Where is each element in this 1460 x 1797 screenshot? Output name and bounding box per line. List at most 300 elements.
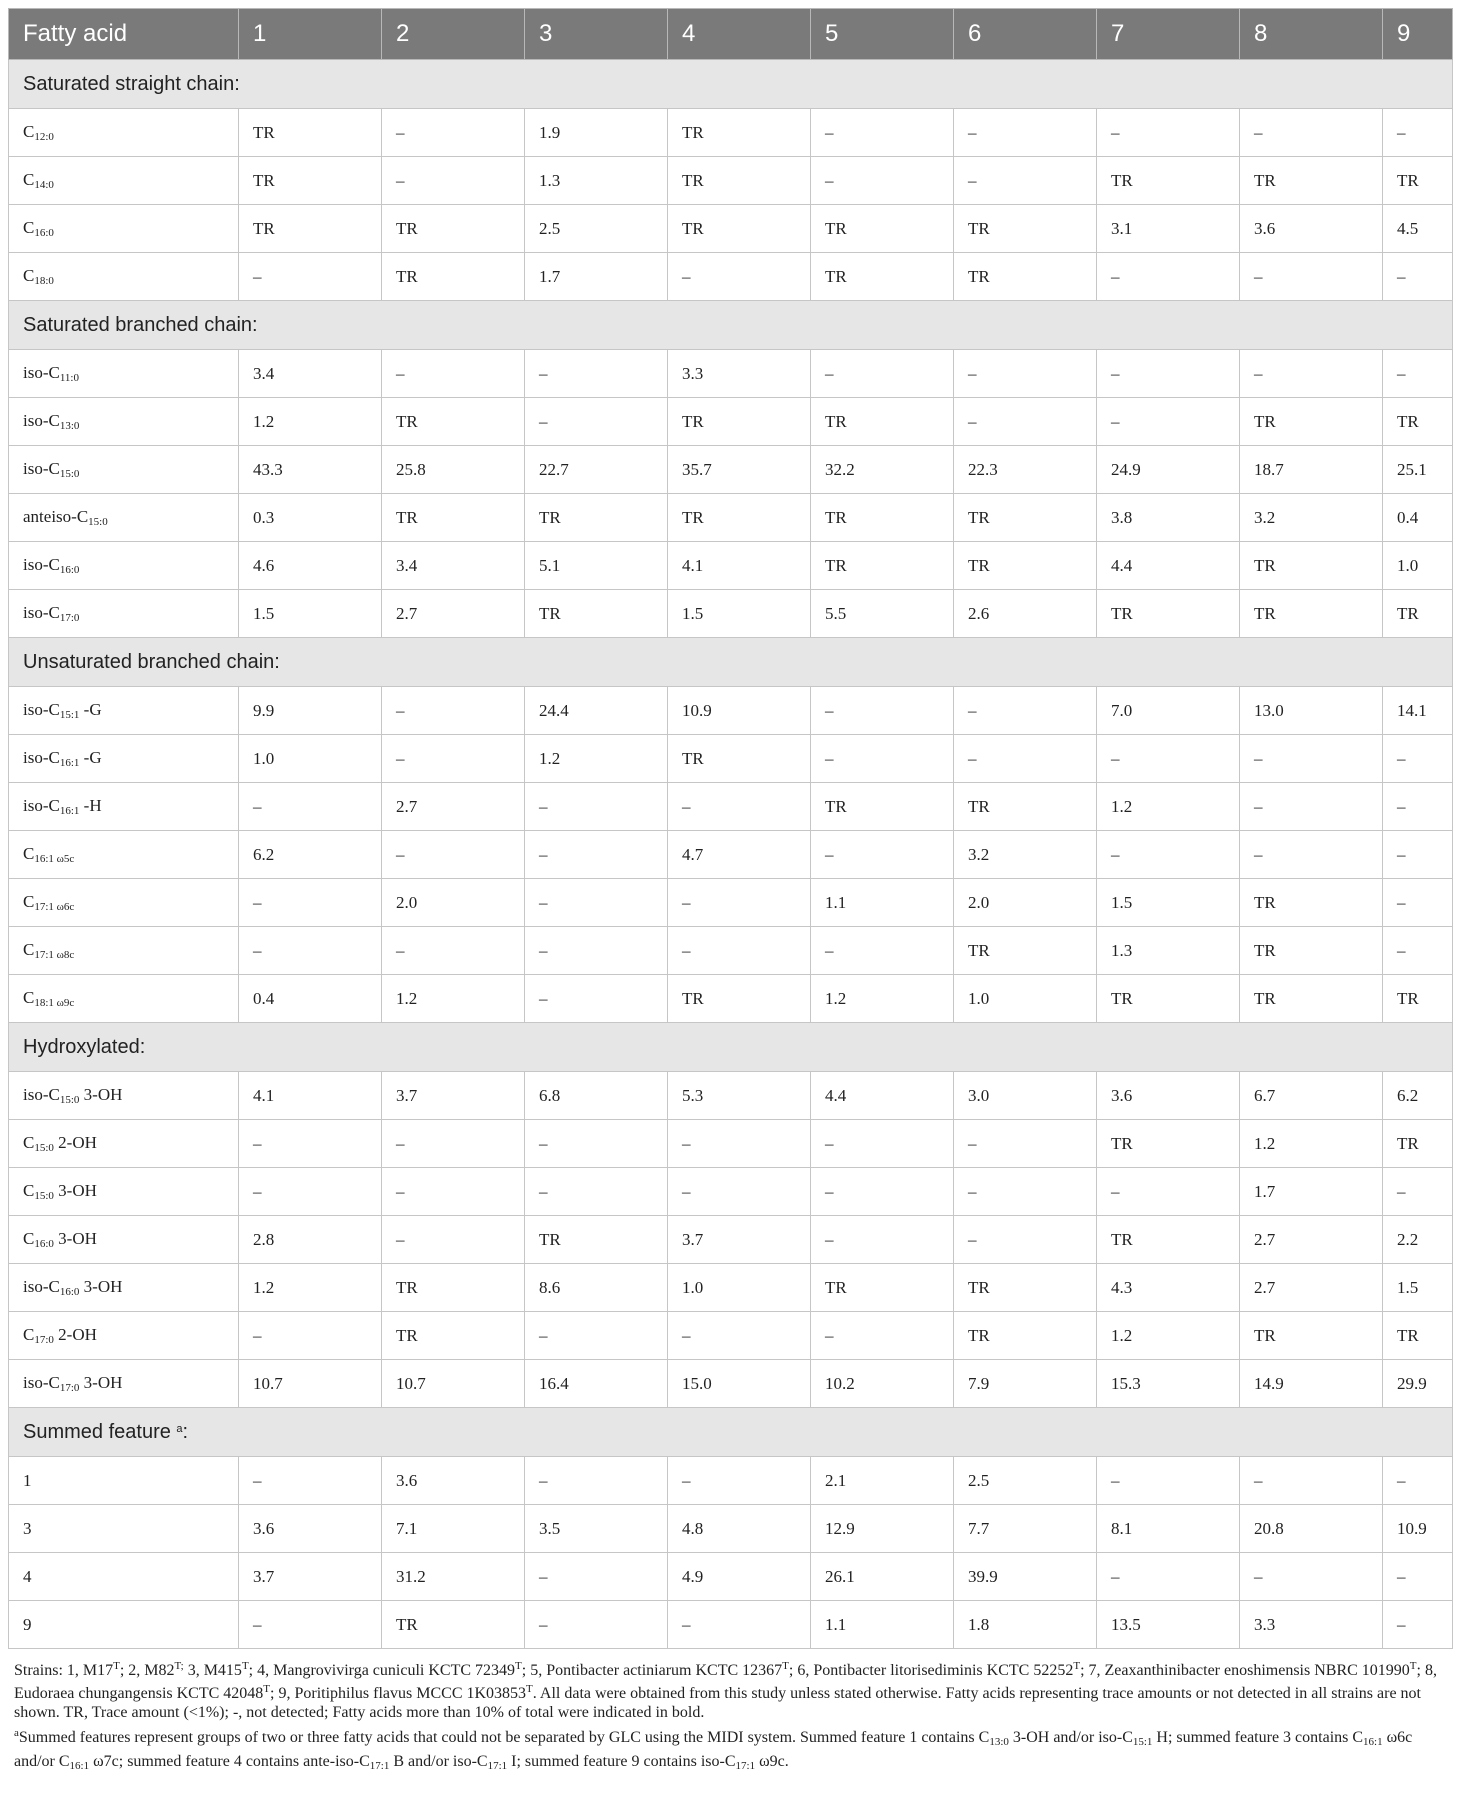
section-title-text: Saturated straight chain: [23, 72, 240, 95]
value-cell-strain-4: – [668, 1457, 811, 1505]
value-cell-strain-5: TR [811, 494, 954, 542]
fatty-acid-name [9, 1264, 239, 1312]
fatty-acid-name [9, 398, 239, 446]
value-cell-strain-4: – [668, 253, 811, 301]
value-cell-strain-7: 1.2 [1097, 783, 1240, 831]
value-cell-strain-4: TR [668, 205, 811, 253]
value-cell-strain-9: TR [1383, 1312, 1453, 1360]
value-cell-strain-9: – [1383, 735, 1453, 783]
value-cell-strain-8: TR [1240, 590, 1383, 638]
fatty-acid-name [9, 1312, 239, 1360]
footnote-segment: T; [174, 1660, 184, 1672]
value-cell-strain-4: TR [668, 735, 811, 783]
value-cell-strain-7: – [1097, 398, 1240, 446]
value-cell-strain-6: TR [954, 253, 1097, 301]
value-cell-strain-5: 4.4 [811, 1072, 954, 1120]
value-cell-strain-4: 1.5 [668, 590, 811, 638]
fatty-acid-subscript: 15:0 [34, 1142, 54, 1154]
header-strain-5: 5 [811, 9, 954, 60]
header-strain-7: 7 [1097, 9, 1240, 60]
footnote-segment: ω7c; summed feature 4 contains ante-iso-C [89, 1753, 370, 1770]
fatty-acid-name [9, 735, 239, 783]
value-cell-strain-2: – [382, 927, 525, 975]
section-title-footnote-mark: a [176, 1422, 183, 1435]
fatty-acid-subscript: 18:1 ω9c [34, 997, 75, 1009]
value-cell-strain-4: 3.3 [668, 350, 811, 398]
value-cell-strain-4: – [668, 1601, 811, 1649]
value-cell-strain-5: – [811, 109, 954, 157]
fatty-acid-subscript: 17:0 [59, 612, 80, 624]
value-cell-strain-7: 3.1 [1097, 205, 1240, 253]
value-cell-strain-2: 2.7 [382, 590, 525, 638]
value-cell-strain-3: – [525, 783, 668, 831]
footnote-segment: 3, M415 [183, 1662, 242, 1679]
value-cell-strain-3: 22.7 [525, 446, 668, 494]
value-cell-strain-4: 4.9 [668, 1553, 811, 1601]
value-cell-strain-5: 1.1 [811, 1601, 954, 1649]
fatty-acid-name [9, 1120, 239, 1168]
value-cell-strain-6: – [954, 109, 1097, 157]
value-cell-strain-3: – [525, 1601, 668, 1649]
value-cell-strain-7: – [1097, 735, 1240, 783]
value-cell-strain-2: – [382, 157, 525, 205]
table-row [9, 1312, 1453, 1360]
value-cell-strain-3: 1.2 [525, 735, 668, 783]
section-row [9, 1023, 1453, 1072]
header-strain-4: 4 [668, 9, 811, 60]
value-cell-strain-7: TR [1097, 1120, 1240, 1168]
value-cell-strain-2: TR [382, 1264, 525, 1312]
value-cell-strain-4: TR [668, 157, 811, 205]
fatty-acid-prefix: 9 [23, 1614, 32, 1634]
value-cell-strain-7: 24.9 [1097, 446, 1240, 494]
value-cell-strain-7: 1.5 [1097, 879, 1240, 927]
value-cell-strain-3: 24.4 [525, 687, 668, 735]
value-cell-strain-9: 29.9 [1383, 1360, 1453, 1408]
value-cell-strain-3: 5.1 [525, 542, 668, 590]
fatty-acid-prefix: C [23, 892, 35, 911]
footnote-segment: ; 8, Eudoraea chungangensis KCTC 42048 [14, 1662, 1437, 1702]
value-cell-strain-3: – [525, 1457, 668, 1505]
value-cell-strain-9: TR [1383, 157, 1453, 205]
value-cell-strain-4: TR [668, 494, 811, 542]
value-cell-strain-9: 4.5 [1383, 205, 1453, 253]
fatty-acid-subscript: 17:0 [34, 1334, 54, 1346]
value-cell-strain-8: – [1240, 735, 1383, 783]
value-cell-strain-8: 1.7 [1240, 1168, 1383, 1216]
fatty-acid-prefix: iso-C [23, 411, 60, 430]
value-cell-strain-7: 1.2 [1097, 1312, 1240, 1360]
fatty-acid-name [9, 157, 239, 205]
fatty-acid-name [9, 927, 239, 975]
table-row [9, 157, 1453, 205]
value-cell-strain-1: 10.7 [239, 1360, 382, 1408]
value-cell-strain-1: – [239, 927, 382, 975]
fatty-acid-suffix: 3-OH [53, 1181, 97, 1200]
footnote-segment: 15:1 [1132, 1736, 1153, 1748]
fatty-acid-table [8, 8, 1453, 1649]
footnote-segment: H; summed feature 3 contains C [1152, 1729, 1364, 1746]
value-cell-strain-9: 14.1 [1383, 687, 1453, 735]
value-cell-strain-1: – [239, 1312, 382, 1360]
value-cell-strain-8: TR [1240, 927, 1383, 975]
fatty-acid-prefix: C [23, 988, 35, 1007]
fatty-acid-subscript: 16:0 [34, 227, 54, 239]
section-row [9, 60, 1453, 109]
fatty-acid-name [9, 253, 239, 301]
value-cell-strain-6: 1.8 [954, 1601, 1097, 1649]
table-row [9, 1168, 1453, 1216]
table-row [9, 350, 1453, 398]
value-cell-strain-2: – [382, 831, 525, 879]
header-fatty-acid: Fatty acid [9, 9, 239, 60]
value-cell-strain-8: TR [1240, 542, 1383, 590]
value-cell-strain-3: – [525, 1553, 668, 1601]
fatty-acid-subscript: 13:0 [59, 420, 80, 432]
fatty-acid-name [9, 879, 239, 927]
value-cell-strain-5: – [811, 1168, 954, 1216]
value-cell-strain-3: TR [525, 494, 668, 542]
value-cell-strain-3: – [525, 831, 668, 879]
value-cell-strain-2: 1.2 [382, 975, 525, 1023]
fatty-acid-prefix: iso-C [23, 555, 60, 574]
value-cell-strain-5: TR [811, 253, 954, 301]
value-cell-strain-2: – [382, 735, 525, 783]
fatty-acid-prefix: iso-C [23, 603, 60, 622]
value-cell-strain-8: 20.8 [1240, 1505, 1383, 1553]
value-cell-strain-3: – [525, 1312, 668, 1360]
fatty-acid-subscript: 14:0 [34, 179, 54, 191]
value-cell-strain-6: TR [954, 1312, 1097, 1360]
value-cell-strain-6: TR [954, 542, 1097, 590]
value-cell-strain-3: 16.4 [525, 1360, 668, 1408]
fatty-acid-name [9, 350, 239, 398]
value-cell-strain-6: – [954, 157, 1097, 205]
value-cell-strain-7: 7.0 [1097, 687, 1240, 735]
value-cell-strain-6: TR [954, 205, 1097, 253]
value-cell-strain-9: 1.5 [1383, 1264, 1453, 1312]
fatty-acid-suffix: -G [79, 700, 102, 719]
fatty-acid-subscript: 16:0 [34, 1238, 54, 1250]
value-cell-strain-5: – [811, 1312, 954, 1360]
table-row [9, 446, 1453, 494]
value-cell-strain-3: 1.7 [525, 253, 668, 301]
value-cell-strain-2: – [382, 687, 525, 735]
value-cell-strain-8: – [1240, 109, 1383, 157]
value-cell-strain-1: 1.2 [239, 1264, 382, 1312]
value-cell-strain-5: – [811, 1216, 954, 1264]
value-cell-strain-2: 2.0 [382, 879, 525, 927]
table-row [9, 1553, 1453, 1601]
table-row [9, 687, 1453, 735]
value-cell-strain-9: 25.1 [1383, 446, 1453, 494]
footnote-segment: B and/or iso-C [389, 1753, 488, 1770]
value-cell-strain-4: – [668, 879, 811, 927]
value-cell-strain-7: TR [1097, 157, 1240, 205]
value-cell-strain-3: – [525, 975, 668, 1023]
table-row [9, 735, 1453, 783]
value-cell-strain-5: 32.2 [811, 446, 954, 494]
footnote-segment: Summed features represent groups of two or three fatty acids that could not be separated by GLC using the MIDI system. Summed feature 1 contains C [18, 1729, 990, 1746]
fatty-acid-subscript: 17:0 [59, 1382, 80, 1394]
value-cell-strain-4: 5.3 [668, 1072, 811, 1120]
fatty-acid-prefix: C [23, 266, 35, 285]
table-row [9, 398, 1453, 446]
value-cell-strain-3: 6.8 [525, 1072, 668, 1120]
value-cell-strain-5: TR [811, 1264, 954, 1312]
fatty-acid-name [9, 1360, 239, 1408]
value-cell-strain-8: 14.9 [1240, 1360, 1383, 1408]
footnote-segment: ; 9, Poritiphilus flavus MCCC 1K03853 [270, 1685, 527, 1702]
value-cell-strain-8: 2.7 [1240, 1216, 1383, 1264]
value-cell-strain-1: TR [239, 109, 382, 157]
value-cell-strain-4: – [668, 927, 811, 975]
footnote-segment: ; 7, Zeaxanthinibacter enoshimensis NBRC 101990 [1080, 1662, 1410, 1679]
value-cell-strain-9: 10.9 [1383, 1505, 1453, 1553]
value-cell-strain-2: – [382, 350, 525, 398]
value-cell-strain-7: – [1097, 1553, 1240, 1601]
table-row [9, 1457, 1453, 1505]
table-row [9, 975, 1453, 1023]
fatty-acid-name [9, 542, 239, 590]
value-cell-strain-1: 0.4 [239, 975, 382, 1023]
fatty-acid-suffix: 3-OH [79, 1277, 123, 1296]
value-cell-strain-5: TR [811, 783, 954, 831]
table-row [9, 1216, 1453, 1264]
value-cell-strain-7: – [1097, 1168, 1240, 1216]
value-cell-strain-2: 3.7 [382, 1072, 525, 1120]
value-cell-strain-9: – [1383, 1601, 1453, 1649]
fatty-acid-name [9, 1072, 239, 1120]
value-cell-strain-1: 1.0 [239, 735, 382, 783]
value-cell-strain-9: – [1383, 1553, 1453, 1601]
value-cell-strain-5: TR [811, 542, 954, 590]
header-strain-9: 9 [1383, 9, 1453, 60]
table-row [9, 1505, 1453, 1553]
value-cell-strain-8: TR [1240, 398, 1383, 446]
fatty-acid-name [9, 1216, 239, 1264]
table-row [9, 927, 1453, 975]
fatty-acid-subscript: 11:0 [59, 372, 79, 384]
footnote-segment: 13:0 [989, 1736, 1009, 1748]
value-cell-strain-3: – [525, 1168, 668, 1216]
table-row [9, 494, 1453, 542]
footnote-strains [14, 1657, 1446, 1722]
fatty-acid-subscript: 15:0 [59, 468, 80, 480]
value-cell-strain-1: 3.4 [239, 350, 382, 398]
value-cell-strain-5: – [811, 157, 954, 205]
value-cell-strain-3: 2.5 [525, 205, 668, 253]
value-cell-strain-2: TR [382, 398, 525, 446]
value-cell-strain-8: – [1240, 350, 1383, 398]
value-cell-strain-8: TR [1240, 879, 1383, 927]
fatty-acid-suffix: -G [79, 748, 102, 767]
fatty-acid-prefix: C [23, 1325, 35, 1344]
section-row [9, 1408, 1453, 1457]
fatty-acid-suffix: 3-OH [53, 1229, 97, 1248]
value-cell-strain-1: – [239, 1168, 382, 1216]
value-cell-strain-3: – [525, 350, 668, 398]
value-cell-strain-3: TR [525, 1216, 668, 1264]
value-cell-strain-1: 6.2 [239, 831, 382, 879]
section-title-text: Saturated branched chain: [23, 313, 258, 336]
fatty-acid-name [9, 1505, 239, 1553]
fatty-acid-prefix: iso-C [23, 1373, 60, 1392]
footnote-segment: T [241, 1660, 249, 1672]
header-strain-8: 8 [1240, 9, 1383, 60]
footnote-segment: 16:1 [69, 1760, 90, 1772]
table-row [9, 879, 1453, 927]
fatty-acid-prefix: C [23, 1133, 35, 1152]
value-cell-strain-7: 3.8 [1097, 494, 1240, 542]
value-cell-strain-4: 4.7 [668, 831, 811, 879]
fatty-acid-prefix: C [23, 940, 35, 959]
value-cell-strain-2: – [382, 1168, 525, 1216]
value-cell-strain-6: – [954, 1216, 1097, 1264]
value-cell-strain-3: 3.5 [525, 1505, 668, 1553]
value-cell-strain-8: 3.2 [1240, 494, 1383, 542]
footnote-segment: I; summed feature 9 contains iso-C [507, 1753, 736, 1770]
fatty-acid-suffix: 2-OH [53, 1325, 97, 1344]
value-cell-strain-5: – [811, 735, 954, 783]
fatty-acid-suffix: 3-OH [79, 1085, 123, 1104]
value-cell-strain-9: – [1383, 831, 1453, 879]
fatty-acid-prefix: C [23, 218, 35, 237]
value-cell-strain-9: 1.0 [1383, 542, 1453, 590]
value-cell-strain-2: 2.7 [382, 783, 525, 831]
value-cell-strain-8: 18.7 [1240, 446, 1383, 494]
footnote-summed-features [14, 1724, 1446, 1776]
value-cell-strain-2: – [382, 1216, 525, 1264]
value-cell-strain-6: TR [954, 783, 1097, 831]
value-cell-strain-8: – [1240, 253, 1383, 301]
table-row [9, 109, 1453, 157]
value-cell-strain-1: 1.5 [239, 590, 382, 638]
value-cell-strain-7: 8.1 [1097, 1505, 1240, 1553]
page [8, 8, 1452, 1778]
fatty-acid-subscript: 16:1 ω5c [34, 853, 75, 865]
footnote-segment: T [1409, 1660, 1417, 1672]
table-row [9, 253, 1453, 301]
fatty-acid-prefix: C [23, 122, 35, 141]
table-footnotes [8, 1657, 1452, 1776]
value-cell-strain-8: TR [1240, 975, 1383, 1023]
fatty-acid-subscript: 15:0 [59, 1094, 80, 1106]
value-cell-strain-8: 3.3 [1240, 1601, 1383, 1649]
value-cell-strain-1: 1.2 [239, 398, 382, 446]
footnote-segment: 16:1 [1363, 1736, 1383, 1748]
value-cell-strain-2: TR [382, 1312, 525, 1360]
table-row [9, 1072, 1453, 1120]
table-row [9, 542, 1453, 590]
section-title-text: Hydroxylated: [23, 1035, 146, 1058]
value-cell-strain-1: 3.7 [239, 1553, 382, 1601]
footnote-segment: ω6c and/or C [14, 1729, 1413, 1770]
footnote-segment: . All data were obtained from this study unless stated otherwise. Fatty acids representing trace amounts or not detected in all strains are not shown. TR, Trace amount (<1%); -, not detected; Fatty acids more than 10% of total were indicated in bold. [14, 1685, 1421, 1721]
section-row [9, 301, 1453, 350]
value-cell-strain-9: 6.2 [1383, 1072, 1453, 1120]
value-cell-strain-7: 15.3 [1097, 1360, 1240, 1408]
header-strain-1: 1 [239, 9, 382, 60]
fatty-acid-prefix: C [23, 1229, 35, 1248]
fatty-acid-subscript: 16:0 [59, 564, 80, 576]
table-row [9, 1360, 1453, 1408]
value-cell-strain-9: TR [1383, 590, 1453, 638]
header-strain-2: 2 [382, 9, 525, 60]
footnote-segment: ; 5, Pontibacter actiniarum KCTC 12367 [521, 1662, 783, 1679]
fatty-acid-subscript: 16:1 [59, 805, 80, 817]
fatty-acid-subscript: 15:1 [59, 709, 80, 721]
value-cell-strain-5: 26.1 [811, 1553, 954, 1601]
fatty-acid-subscript: 17:1 ω8c [34, 949, 75, 961]
fatty-acid-name [9, 1168, 239, 1216]
value-cell-strain-9: TR [1383, 975, 1453, 1023]
value-cell-strain-1: 3.6 [239, 1505, 382, 1553]
value-cell-strain-1: – [239, 1120, 382, 1168]
value-cell-strain-4: – [668, 1168, 811, 1216]
fatty-acid-suffix: 2-OH [53, 1133, 97, 1152]
footnote-segment: T [263, 1683, 271, 1695]
value-cell-strain-8: TR [1240, 157, 1383, 205]
value-cell-strain-6: 3.0 [954, 1072, 1097, 1120]
fatty-acid-name [9, 1553, 239, 1601]
value-cell-strain-1: – [239, 783, 382, 831]
value-cell-strain-2: 10.7 [382, 1360, 525, 1408]
section-title [9, 1408, 1453, 1457]
fatty-acid-name [9, 831, 239, 879]
fatty-acid-name [9, 1457, 239, 1505]
value-cell-strain-3: – [525, 398, 668, 446]
fatty-acid-name [9, 109, 239, 157]
fatty-acid-name [9, 590, 239, 638]
table-row [9, 590, 1453, 638]
footnote-segment: ; 6, Pontibacter litorisediminis KCTC 52252 [788, 1662, 1074, 1679]
value-cell-strain-1: – [239, 1457, 382, 1505]
value-cell-strain-2: TR [382, 1601, 525, 1649]
value-cell-strain-7: – [1097, 1457, 1240, 1505]
fatty-acid-prefix: C [23, 844, 35, 863]
value-cell-strain-4: TR [668, 398, 811, 446]
value-cell-strain-8: 6.7 [1240, 1072, 1383, 1120]
footnote-segment: 3-OH and/or iso-C [1008, 1729, 1133, 1746]
value-cell-strain-2: TR [382, 253, 525, 301]
table-row [9, 831, 1453, 879]
fatty-acid-prefix: iso-C [23, 700, 60, 719]
table-row [9, 1264, 1453, 1312]
table-row [9, 783, 1453, 831]
value-cell-strain-5: – [811, 350, 954, 398]
value-cell-strain-1: 0.3 [239, 494, 382, 542]
value-cell-strain-7: TR [1097, 975, 1240, 1023]
section-row [9, 638, 1453, 687]
value-cell-strain-2: TR [382, 494, 525, 542]
fatty-acid-prefix: anteiso-C [23, 507, 89, 526]
value-cell-strain-6: 3.2 [954, 831, 1097, 879]
section-title-text: Unsaturated branched chain: [23, 650, 280, 673]
fatty-acid-prefix: 4 [23, 1566, 32, 1586]
footnote-segment: a [14, 1727, 19, 1739]
fatty-acid-prefix: iso-C [23, 796, 60, 815]
fatty-acid-subscript: 12:0 [34, 131, 54, 143]
value-cell-strain-2: 25.8 [382, 446, 525, 494]
footnote-segment: ; 4, Mangrovivirga cuniculi KCTC 72349 [248, 1662, 516, 1679]
value-cell-strain-1: 43.3 [239, 446, 382, 494]
value-cell-strain-9: 0.4 [1383, 494, 1453, 542]
value-cell-strain-2: 7.1 [382, 1505, 525, 1553]
value-cell-strain-6: 7.9 [954, 1360, 1097, 1408]
value-cell-strain-8: TR [1240, 1312, 1383, 1360]
value-cell-strain-6: – [954, 1168, 1097, 1216]
